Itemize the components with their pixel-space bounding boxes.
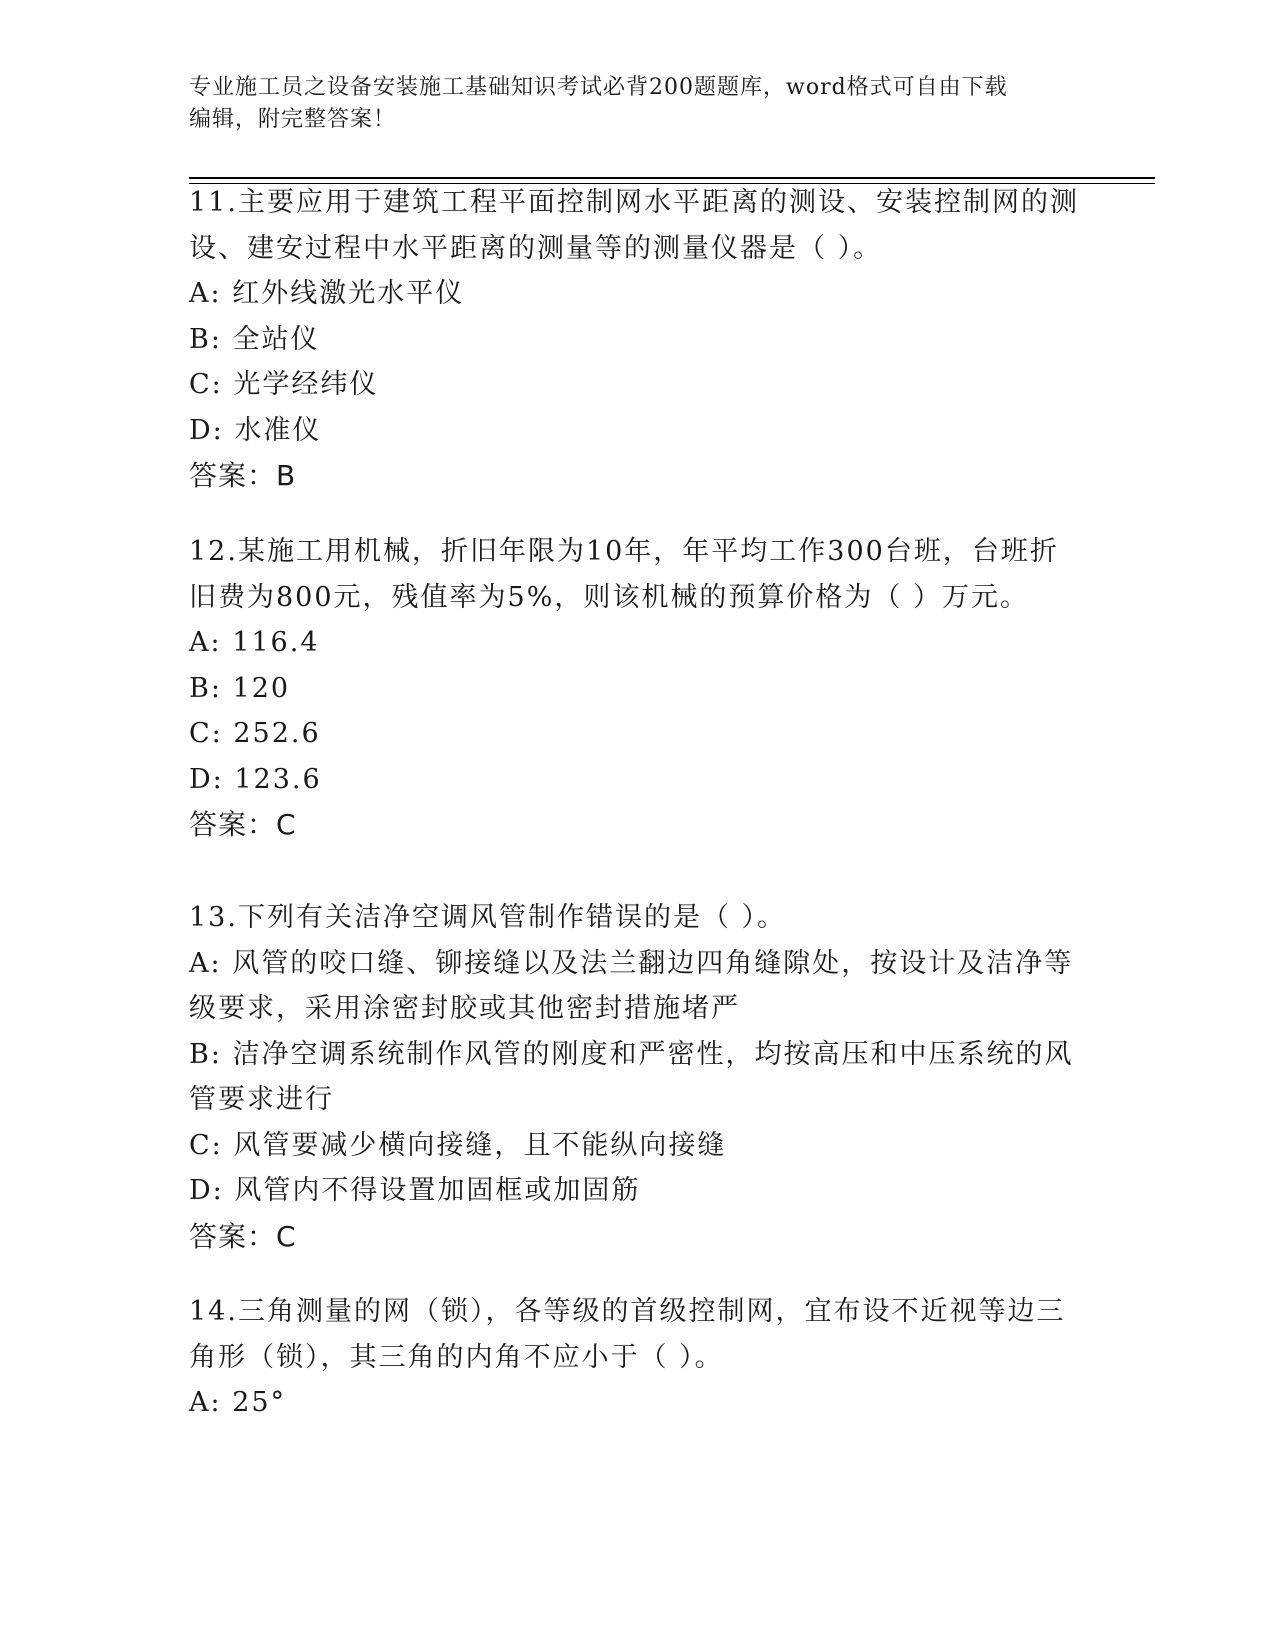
option-c — [189, 1123, 1079, 1169]
option-text: 水准仪 — [234, 414, 322, 446]
option-d — [189, 757, 1079, 803]
option-d — [189, 1168, 1079, 1214]
question-stem-line: 13.下列有关洁净空调风管制作错误的是（ ）。 — [189, 902, 787, 933]
answer-line: 答案：C — [189, 1219, 297, 1253]
header-line-2: 编辑，附完整答案！ — [189, 107, 397, 132]
answer-line: 答案：B — [189, 459, 297, 492]
option-letter: A: — [189, 278, 222, 309]
option-letter: B: — [189, 672, 222, 704]
header-divider-thick — [189, 177, 1155, 179]
option-letter: A: — [189, 947, 222, 979]
question-block-13 — [189, 895, 1079, 1259]
option-a-continued: 级要求，采用涂密封胶或其他密封措施堵严 — [189, 993, 740, 1024]
option-text: 123.6 — [234, 763, 322, 795]
option-letter: A: — [189, 627, 222, 658]
option-c — [189, 362, 1079, 408]
option-text: 光学经纬仪 — [233, 369, 379, 400]
answer-line: 答案：C — [189, 808, 297, 841]
option-letter: C: — [189, 718, 223, 749]
option-letter: C: — [189, 1129, 223, 1161]
question-stem-line: 角形（锁），其三角的内角不应小于（ ）。 — [189, 1341, 724, 1373]
option-d — [189, 408, 1079, 454]
option-text: 25° — [232, 1387, 287, 1418]
option-b — [189, 1032, 1079, 1078]
option-b — [189, 666, 1079, 712]
option-letter: D: — [189, 1175, 224, 1206]
option-text: 风管要减少横向接缝，且不能纵向接缝 — [233, 1129, 727, 1161]
question-block-12 — [189, 529, 1079, 848]
question-stem-line: 设、建安过程中水平距离的测量等的测量仪器是（ ）。 — [189, 232, 883, 264]
option-letter: A: — [189, 1387, 222, 1418]
option-text: 116.4 — [232, 627, 320, 658]
option-text: 全站仪 — [232, 323, 320, 355]
question-stem-line: 14.三角测量的网（锁），各等级的首级控制网，宜布设不近视等边三 — [189, 1296, 1066, 1327]
option-a — [189, 941, 1079, 987]
option-letter: D: — [189, 763, 224, 795]
option-text: 洁净空调系统制作风管的刚度和严密性，均按高压和中压系统的风 — [232, 1038, 1074, 1070]
option-letter: D: — [189, 414, 224, 446]
option-b — [189, 317, 1079, 363]
option-c — [189, 711, 1079, 757]
option-a — [189, 1380, 1079, 1426]
header-line-1: 专业施工员之设备安装施工基础知识考试必背200题题库，word格式可自由下载 — [189, 75, 1008, 100]
option-text: 风管的咬口缝、铆接缝以及法兰翻边四角缝隙处，按设计及洁净等 — [232, 947, 1074, 979]
document-header — [189, 72, 1089, 136]
question-block-11 — [189, 180, 1079, 499]
option-b-continued: 管要求进行 — [189, 1084, 334, 1115]
option-text: 红外线激光水平仪 — [232, 278, 465, 309]
option-text: 风管内不得设置加固框或加固筋 — [234, 1175, 641, 1206]
option-letter: B: — [189, 1038, 222, 1070]
option-a — [189, 271, 1079, 317]
question-stem-line: 旧费为800元，残值率为5%，则该机械的预算价格为（ ）万元。 — [189, 581, 1029, 613]
question-block-14 — [189, 1289, 1079, 1426]
option-text: 252.6 — [233, 718, 321, 749]
option-text: 120 — [232, 672, 291, 704]
question-stem-line: 12.某施工用机械，折旧年限为10年，年平均工作300台班，台班折 — [189, 536, 1059, 567]
question-stem-line: 11.主要应用于建筑工程平面控制网水平距离的测设、安装控制网的测 — [189, 187, 1079, 218]
option-a — [189, 620, 1079, 666]
option-letter: B: — [189, 323, 222, 355]
option-letter: C: — [189, 369, 223, 400]
